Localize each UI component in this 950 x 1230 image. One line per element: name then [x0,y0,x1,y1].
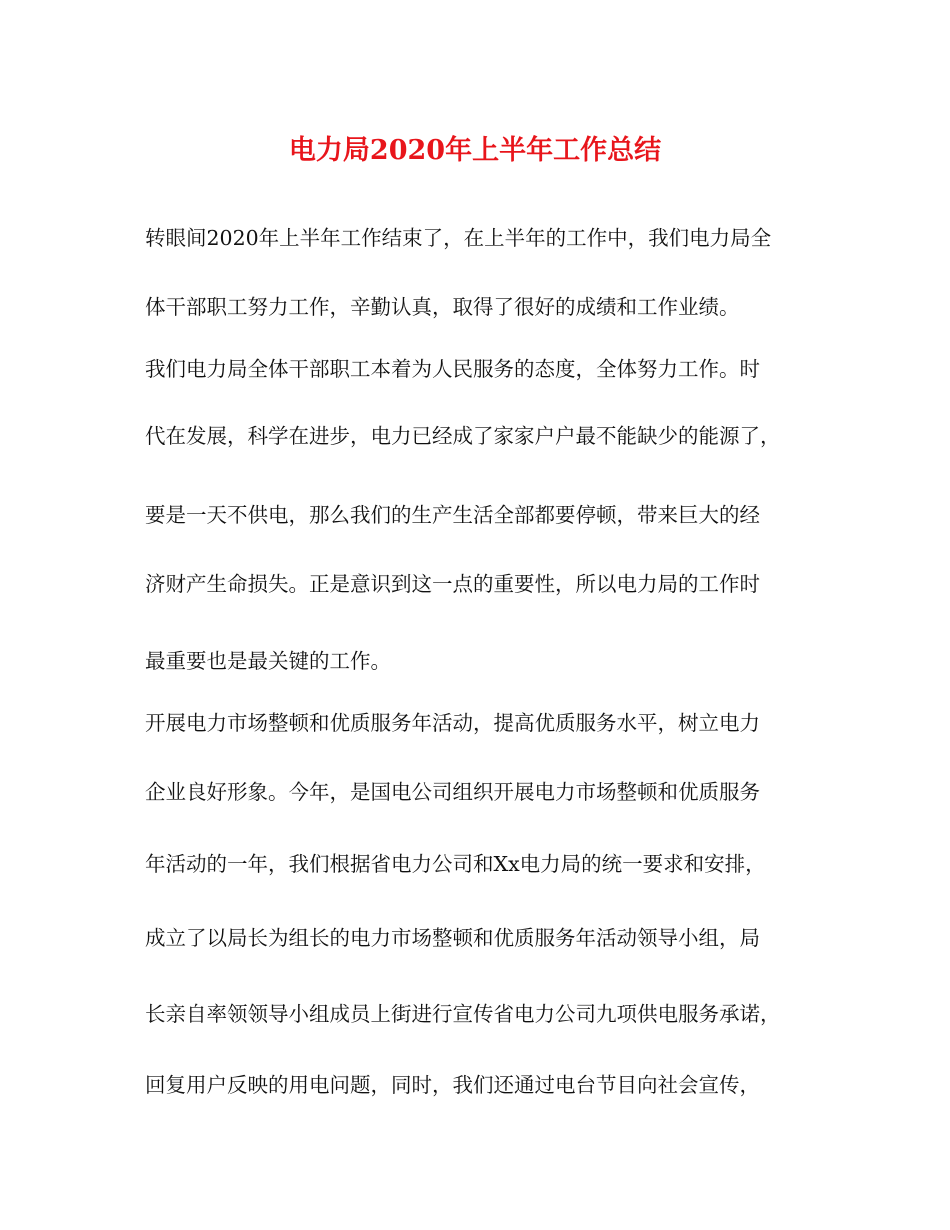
paragraph-line: 最重要也是最关键的工作。 [145,649,391,673]
paragraph-line: 代在发展，科学在进步，电力已经成了家家户户最不能缺少的能源了， [145,424,781,448]
document-title: 电力局2020年上半年工作总结 [288,135,662,166]
paragraph-line: 体干部职工努力工作，辛勤认真，取得了很好的成绩和工作业绩。 [145,295,740,319]
paragraph-line: 长亲自率领领导小组成员上街进行宣传省电力公司九项供电服务承诺， [145,1002,781,1026]
paragraph-line: 要是一天不供电，那么我们的生产生活全部都要停顿，带来巨大的经 [145,503,760,527]
paragraph-line: 我们电力局全体干部职工本着为人民服务的态度，全体努力工作。时 [145,357,760,381]
paragraph-line: 企业良好形象。今年，是国电公司组织开展电力市场整顿和优质服务 [145,780,760,804]
paragraph-line: 济财产生命损失。正是意识到这一点的重要性，所以电力局的工作时 [145,572,760,596]
paragraph-line: 年活动的一年，我们根据省电力公司和Xx电力局的统一要求和安排， [145,852,766,876]
paragraph-line: 回复用户反映的用电问题，同时，我们还通过电台节目向社会宣传， [145,1073,760,1097]
paragraph-line: 开展电力市场整顿和优质服务年活动，提高优质服务水平，树立电力 [145,711,760,735]
paragraph-line: 转眼间2020年上半年工作结束了，在上半年的工作中，我们电力局全 [145,226,772,250]
paragraph-line: 成立了以局长为组长的电力市场整顿和优质服务年活动领导小组，局 [145,926,760,950]
